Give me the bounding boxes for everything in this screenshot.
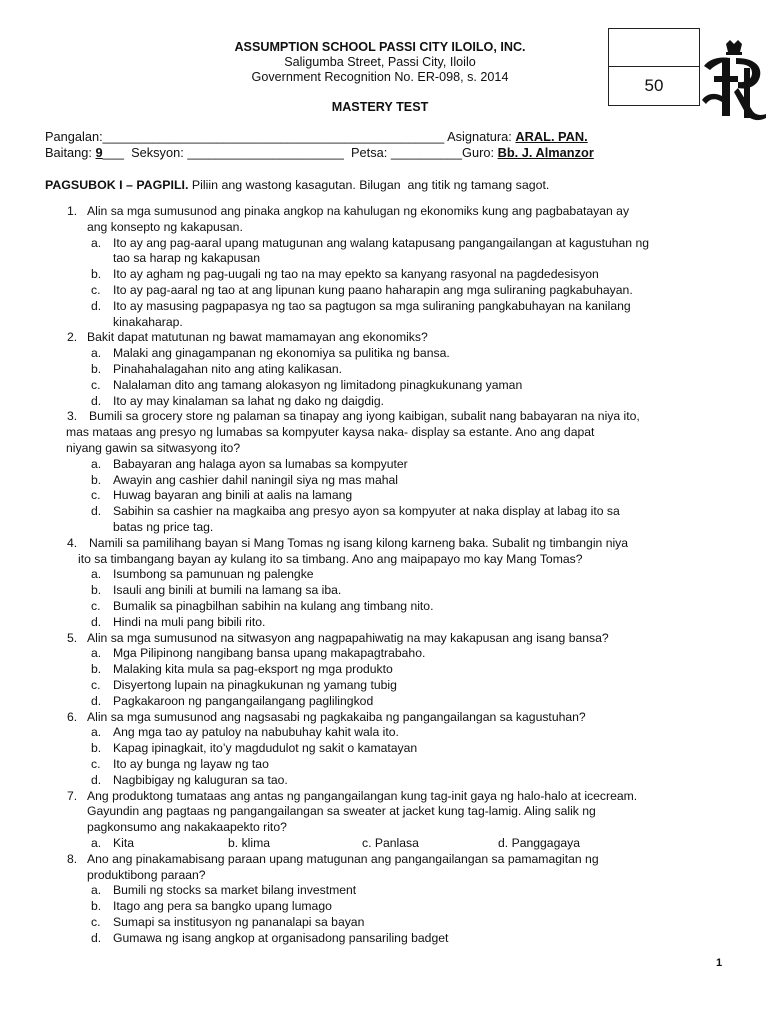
option-label[interactable]: b.: [228, 836, 242, 850]
guro-label: Guro:: [462, 145, 498, 160]
option-label[interactable]: a.: [91, 346, 102, 361]
option-text[interactable]: Ito ay pag-aaral ng tao at ang lipunan kung paano haharapin ang mga suliraning pagkabuhayan.: [113, 283, 633, 297]
option-text[interactable]: klima: [241, 836, 271, 850]
option-text[interactable]: Gumawa ng isang angkop at organisadong pansariling badget: [113, 930, 449, 945]
question-number: 6.: [67, 709, 78, 724]
name-subject-line: [45, 129, 735, 144]
option-text[interactable]: Ito ay masusing pagpapasya ng tao sa pagtugon sa mga suliraning pangkabuhayan na kanilang: [113, 298, 631, 313]
option-label[interactable]: d.: [498, 836, 512, 850]
option-label[interactable]: a.: [91, 883, 102, 898]
option-label[interactable]: a.: [91, 836, 102, 850]
option-label[interactable]: c.: [91, 377, 101, 392]
school-address: Saligumba Street, Passi City, Iloilo: [284, 55, 476, 69]
option-text[interactable]: Sabihin sa cashier na magkaiba ang presyo ayon sa kompyuter at naka display at labag ito sa: [113, 504, 620, 519]
baitang-value: 9: [95, 145, 103, 160]
inline-option[interactable]: [362, 836, 419, 852]
option-label[interactable]: d.: [91, 693, 102, 708]
option-text[interactable]: Pagkakaroon ng pangangailangang paglilingkod: [113, 693, 374, 708]
inline-option[interactable]: [498, 836, 580, 852]
option-text[interactable]: Nagbibigay ng kaluguran sa tao.: [113, 772, 288, 787]
question-text: Ang produktong tumataas ang antas ng pangangailangan kung tag-init gaya ng halo-halo at icecream.: [87, 788, 638, 803]
question-number: 4.: [67, 535, 78, 550]
page-number: 1: [716, 957, 723, 969]
test-title: MASTERY TEST: [331, 100, 429, 114]
question-number: 8.: [67, 851, 78, 866]
option-text[interactable]: Isauli ang binili at bumili na lamang sa iba.: [113, 583, 342, 598]
question-text: Bumili sa grocery store ng palaman sa tinapay ang iyong kaibigan, subalit nang babayaran na niya ito,: [89, 409, 640, 424]
option-text[interactable]: Babayaran ang halaga ayon sa lumabas sa kompyuter: [113, 456, 408, 471]
school-name: ASSUMPTION SCHOOL PASSI CITY ILOILO, INC.: [234, 40, 526, 54]
question-number: 3.: [67, 409, 78, 424]
score-box: [608, 28, 700, 106]
option-label[interactable]: a.: [91, 235, 102, 250]
option-label[interactable]: c.: [91, 678, 101, 692]
option-label[interactable]: b.: [91, 472, 102, 487]
option-label[interactable]: d.: [91, 930, 102, 945]
option-text[interactable]: Ito ay may kinalaman sa lahat ng dako ng daigdig.: [113, 393, 385, 408]
option-text[interactable]: Itago ang pera sa bangko upang lumago: [113, 899, 332, 914]
option-label[interactable]: d.: [91, 772, 102, 787]
option-label[interactable]: b.: [91, 741, 102, 756]
question-text: Bakit dapat matutunan ng bawat mamamayan ang ekonomiks?: [87, 330, 428, 345]
option-label[interactable]: c.: [91, 283, 101, 297]
baitang-field[interactable]: ___: [102, 145, 124, 160]
question-text: Alin sa mga sumusunod na sitwasyon ang nagpapahiwatig na may kakapusan ang isang bansa?: [87, 630, 609, 645]
option-text[interactable]: Disyertong lupain na pinagkukunan ng yamang tubig: [113, 678, 397, 692]
option-label[interactable]: c.: [91, 915, 101, 929]
question-number: 2.: [67, 330, 78, 345]
option-text[interactable]: Awayin ang cashier dahil naningil siya ng mas mahal: [113, 472, 398, 487]
option-text[interactable]: Ito ay ang pag-aaral upang matugunan ang walang katapusang pangangailangan at kagustuhan ng: [113, 235, 650, 250]
option-text[interactable]: Sumapi sa institusyon ng pananalapi sa bayan: [113, 915, 365, 929]
school-logo: [700, 40, 768, 122]
question-text: niyang gawin sa sitwasyong ito?: [66, 441, 241, 455]
option-label[interactable]: b.: [91, 583, 102, 598]
question-text: Ano ang pinakamabisang paraan upang matugunan ang pangangailangan sa pamamagitan ng: [87, 851, 599, 866]
question-text: ang konsepto ng kakapusan.: [87, 219, 243, 234]
option-label[interactable]: b.: [91, 362, 102, 376]
option-text[interactable]: Panggagaya: [511, 836, 581, 850]
option-text[interactable]: Ito ay agham ng pag-uugali ng tao na may epekto sa kanyang rasyonal na pagdedesisyon: [113, 267, 599, 282]
baitang-label: Baitang:: [45, 145, 96, 160]
option-label[interactable]: c.: [362, 836, 375, 850]
option-label[interactable]: d.: [91, 298, 102, 313]
grade-section-line: [45, 145, 735, 160]
option-text[interactable]: Nalalaman dito ang tamang alokasyon ng limitadong pinagkukunang yaman: [113, 377, 523, 392]
question-number: 7.: [67, 788, 78, 803]
option-text[interactable]: Bumalik sa pinagbilhan sabihin na kulang ang timbang nito.: [113, 599, 434, 613]
question-text: produktibong paraan?: [87, 867, 206, 882]
option-label[interactable]: a.: [91, 725, 102, 740]
option-label[interactable]: c.: [91, 757, 101, 771]
option-label[interactable]: a.: [91, 456, 102, 471]
option-text[interactable]: Ang mga tao ay patuloy na nabubuhay kahit wala ito.: [113, 725, 399, 740]
option-text[interactable]: Pinahahalagahan nito ang ating kalikasan.: [113, 362, 343, 376]
option-text[interactable]: Malaki ang ginagampanan ng ekonomiya sa pulitika ng bansa.: [113, 346, 450, 361]
option-label[interactable]: c.: [91, 599, 101, 613]
question-text: pagkonsumo ang nakakaapekto rito?: [87, 820, 287, 835]
option-label[interactable]: b.: [91, 899, 102, 914]
pangalan-field[interactable]: ________________________________________________: [102, 129, 445, 144]
option-label[interactable]: a.: [91, 646, 102, 661]
option-label[interactable]: a.: [91, 567, 102, 582]
option-text[interactable]: Kapag ipinagkait, ito’y magdudulot ng sakit o kamatayan: [113, 741, 418, 756]
option-text[interactable]: Kita: [113, 836, 135, 850]
section-title: PAGSUBOK I – PAGPILI.: [45, 178, 189, 192]
section-heading: [45, 178, 549, 192]
petsa-field[interactable]: __________: [390, 145, 463, 160]
inline-option[interactable]: [228, 836, 270, 852]
question-text: Alin sa mga sumusunod ang pinaka angkop na kahulugan ng ekonomiks kung ang pagbabatayan ay: [87, 204, 630, 218]
option-label[interactable]: d.: [91, 614, 102, 629]
option-label[interactable]: b.: [91, 662, 102, 677]
asignatura-label: Asignatura:: [444, 129, 516, 144]
seksyon-label: Seksyon:: [124, 145, 188, 160]
option-label[interactable]: b.: [91, 267, 102, 282]
option-text[interactable]: kinakaharap.: [113, 314, 183, 329]
section-instructions: Piliin ang wastong kasagutan. Bilugan ang titik ng tamang sagot.: [188, 178, 550, 192]
option-text[interactable]: Huwag bayaran ang binili at aalis na lamang: [113, 488, 353, 503]
option-text[interactable]: batas ng price tag.: [113, 520, 214, 534]
option-label[interactable]: d.: [91, 504, 102, 519]
question-number: 5.: [67, 630, 78, 645]
option-text[interactable]: tao sa harap ng kakapusan: [113, 251, 261, 266]
option-label[interactable]: c.: [91, 488, 101, 503]
question-text: Alin sa mga sumusunod ang nagsasabi ng pagkakaiba ng pangangailangan sa kagustuhan?: [87, 709, 586, 724]
score-box-divider: [609, 66, 699, 67]
pangalan-label: Pangalan:: [45, 129, 103, 144]
government-recognition: Government Recognition No. ER-098, s. 2014: [251, 70, 509, 84]
inline-option[interactable]: [91, 836, 135, 852]
total-score: 50: [644, 76, 664, 95]
question-text: mas mataas ang presyo ng lumabas sa kompyuter kaysa naka- display sa estante. Ano ang dapat: [66, 425, 595, 440]
guro-value: Bb. J. Almanzor: [497, 145, 594, 160]
option-text[interactable]: Panlasa: [374, 836, 419, 850]
option-text[interactable]: Ito ay bunga ng layaw ng tao: [113, 757, 269, 771]
question-text: ito sa timbangang bayan ay kulang ito sa timbang. Ano ang maipapayo mo kay Mang Tomas?: [78, 551, 583, 566]
petsa-label: Petsa:: [343, 145, 391, 160]
option-text[interactable]: Mga Pilipinong nangibang bansa upang makapagtrabaho.: [113, 646, 426, 661]
question-number: 1.: [67, 204, 78, 218]
option-text[interactable]: Hindi na muli pang bibili rito.: [113, 614, 266, 629]
option-text[interactable]: Bumili ng stocks sa market bilang investment: [113, 883, 357, 898]
question-text: Gayundin ang pagtaas ng pangangailangan sa sweater at jacket kung tag-lamig. Aling salik ng: [87, 804, 596, 819]
question-text: Namili sa pamilihang bayan si Mang Tomas ng isang kilong karneng baka. Subalit ng timbangin niya: [89, 535, 629, 550]
seksyon-field[interactable]: ______________________: [187, 145, 344, 160]
asignatura-value: ARAL. PAN.: [515, 129, 588, 144]
option-text[interactable]: Isumbong sa pamunuan ng palengke: [113, 567, 314, 582]
option-label[interactable]: d.: [91, 393, 102, 408]
option-text[interactable]: Malaking kita mula sa pag-eksport ng mga produkto: [113, 662, 393, 677]
